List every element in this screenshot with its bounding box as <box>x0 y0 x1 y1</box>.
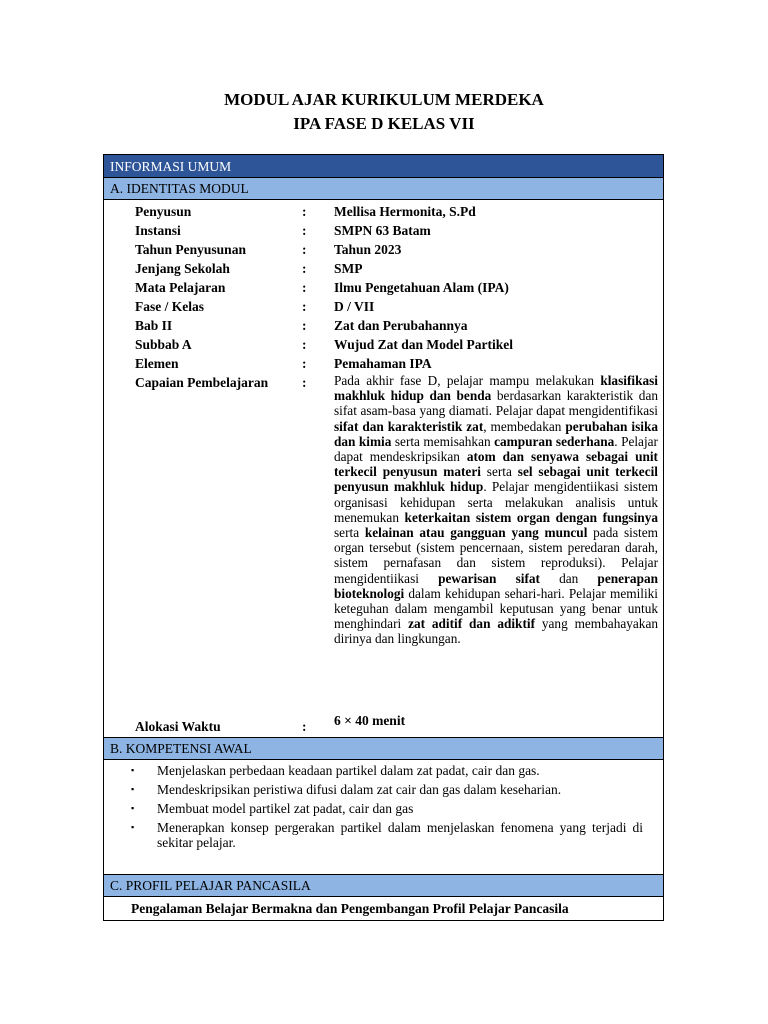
identitas-colon: : <box>302 261 307 276</box>
alokasi-value: 6 × 40 menit <box>334 713 406 728</box>
capaian-keyword: penerapan bioteknologi <box>334 570 659 601</box>
capaian-keyword: campuran sederhana <box>494 433 615 449</box>
identitas-row <box>104 335 663 354</box>
identitas-value: Pemahaman IPA <box>334 356 432 371</box>
document-title: MODUL AJAR KURIKULUM MERDEKA <box>224 90 544 109</box>
section-informasi-umum: INFORMASI UMUM <box>104 155 663 178</box>
identitas-colon: : <box>302 280 307 295</box>
capaian-text-segment: Pada akhir fase D, pelajar mampu melakukan <box>334 373 601 388</box>
identitas-value: Wujud Zat dan Model Partikel <box>334 337 514 352</box>
identitas-label: Bab II <box>135 318 173 333</box>
kompetensi-item-text: Membuat model partikel zat padat, cair dan gas <box>157 801 414 816</box>
capaian-text-segment: pada sistem organ tersebut (sistem pencernaan, sistem peredaran darah, sistem pernafasan dan sistem reproduksi). Pelajar mengidentiikasi <box>334 525 658 586</box>
kompetensi-item <box>131 820 643 850</box>
bullet-icon: ▪ <box>131 822 135 832</box>
identitas-label: Instansi <box>135 223 181 238</box>
identitas-value: D / VII <box>334 299 375 314</box>
capaian-label: Capaian Pembelajaran <box>135 375 269 390</box>
capaian-text-segment: serta memisahkan <box>391 433 495 449</box>
capaian-text-segment: yang membahayakan dirinya dan lingkungan. <box>334 616 658 647</box>
capaian-keyword: kelainan atau gangguan yang muncul <box>364 525 588 541</box>
capaian-keyword: zat aditif dan adiktif <box>408 616 536 632</box>
identitas-label: Elemen <box>135 356 179 371</box>
identitas-colon: : <box>302 242 307 257</box>
identitas-row <box>104 297 663 316</box>
capaian-text-segment: . Pelajar dapat mendeskripsikan <box>334 433 658 465</box>
alokasi-colon: : <box>302 719 307 734</box>
capaian-text-segment: . Pelajar mengidentiikasi sistem organisasi kehidupan serta melakukan analisis untuk menemukan <box>334 479 659 525</box>
capaian-text-segment: dan <box>539 570 598 586</box>
identitas-value: Ilmu Pengetahuan Alam (IPA) <box>334 280 509 295</box>
capaian-text-segment: , membedakan <box>483 418 566 434</box>
capaian-keyword: pewarisan sifat <box>438 570 540 586</box>
kompetensi-item <box>131 801 643 816</box>
identitas-row <box>104 278 663 297</box>
identitas-label: Fase / Kelas <box>135 299 204 314</box>
capaian-text-segment: berdasarkan karakteristik dan sifat asam-basa yang diamati. Pelajar dapat mengidentifikasi <box>334 388 658 419</box>
capaian-colon: : <box>302 375 307 390</box>
capaian-keyword: atom dan senyawa sebagai unit terkecil penyusun materi <box>334 449 658 480</box>
kompetensi-item-text: Menerapkan konsep pergerakan partikel dalam menjelaskan fenomena yang terjadi di sekitar pelajar. <box>157 820 643 850</box>
identitas-colon: : <box>302 299 307 314</box>
profil-subtitle: Pengalaman Belajar Bermakna dan Pengembangan Profil Pelajar Pancasila <box>131 901 569 916</box>
identitas-value: Mellisa Hermonita, S.Pd <box>334 204 476 219</box>
bullet-icon: ▪ <box>131 765 135 775</box>
alokasi-label: Alokasi Waktu <box>135 719 221 734</box>
identitas-label: Tahun Penyusunan <box>135 242 246 257</box>
alokasi-row <box>104 713 663 736</box>
identitas-label: Penyusun <box>135 204 192 219</box>
identitas-label: Jenjang Sekolah <box>135 261 230 276</box>
bullet-icon: ▪ <box>131 784 135 794</box>
capaian-text-segment: dalam kehidupan sehari-hari. Pelajar memiliki keteguhan dalam mengambil keputusan yang benar untuk menghindari <box>334 585 658 632</box>
bullet-icon: ▪ <box>131 803 135 813</box>
identitas-colon: : <box>302 318 307 333</box>
capaian-keyword: keterkaitan sistem organ dengan fungsinya <box>404 509 658 525</box>
document-subtitle: IPA FASE D KELAS VII <box>293 114 475 133</box>
identitas-colon: : <box>302 223 307 238</box>
capaian-keyword: sifat dan karakteristik zat <box>334 418 484 434</box>
kompetensi-list <box>131 763 643 854</box>
identitas-colon: : <box>302 337 307 352</box>
capaian-text-segment: serta <box>480 464 518 480</box>
identitas-colon: : <box>302 356 307 371</box>
capaian-pembelajaran-text <box>334 373 658 647</box>
kompetensi-awal-block <box>104 760 663 875</box>
kompetensi-item <box>131 782 643 797</box>
capaian-keyword: perubahan isika dan kimia <box>334 418 658 449</box>
identitas-row <box>104 316 663 335</box>
identitas-label: Mata Pelajaran <box>135 280 226 295</box>
identitas-row <box>104 240 663 259</box>
identitas-value: Zat dan Perubahannya <box>334 318 468 333</box>
identitas-row <box>104 259 663 278</box>
capaian-text-segment: serta <box>334 525 365 541</box>
identitas-row <box>104 354 663 373</box>
capaian-keyword: sel sebagai unit terkecil penyusun makhluk hidup <box>334 464 658 495</box>
identitas-value: SMP <box>334 261 363 276</box>
kompetensi-item-text: Menjelaskan perbedaan keadaan partikel dalam zat padat, cair dan gas. <box>157 763 540 778</box>
identitas-block <box>104 200 663 738</box>
section-profil-pelajar: C. PROFIL PELAJAR PANCASILA <box>104 875 663 897</box>
identitas-value: SMPN 63 Batam <box>334 223 431 238</box>
identitas-row <box>104 221 663 240</box>
section-kompetensi-awal: B. KOMPETENSI AWAL <box>104 738 663 760</box>
capaian-keyword: klasifikasi makhluk hidup dan benda <box>334 373 658 404</box>
module-table <box>103 154 664 921</box>
kompetensi-item <box>131 763 643 778</box>
section-identitas-modul: A. IDENTITAS MODUL <box>104 178 663 200</box>
identitas-label: Subbab A <box>135 337 192 352</box>
identitas-colon: : <box>302 204 307 219</box>
identitas-value: Tahun 2023 <box>334 242 402 257</box>
identitas-row <box>104 202 663 221</box>
kompetensi-item-text: Mendeskripsikan peristiwa difusi dalam zat cair dan gas dalam keseharian. <box>157 782 562 797</box>
